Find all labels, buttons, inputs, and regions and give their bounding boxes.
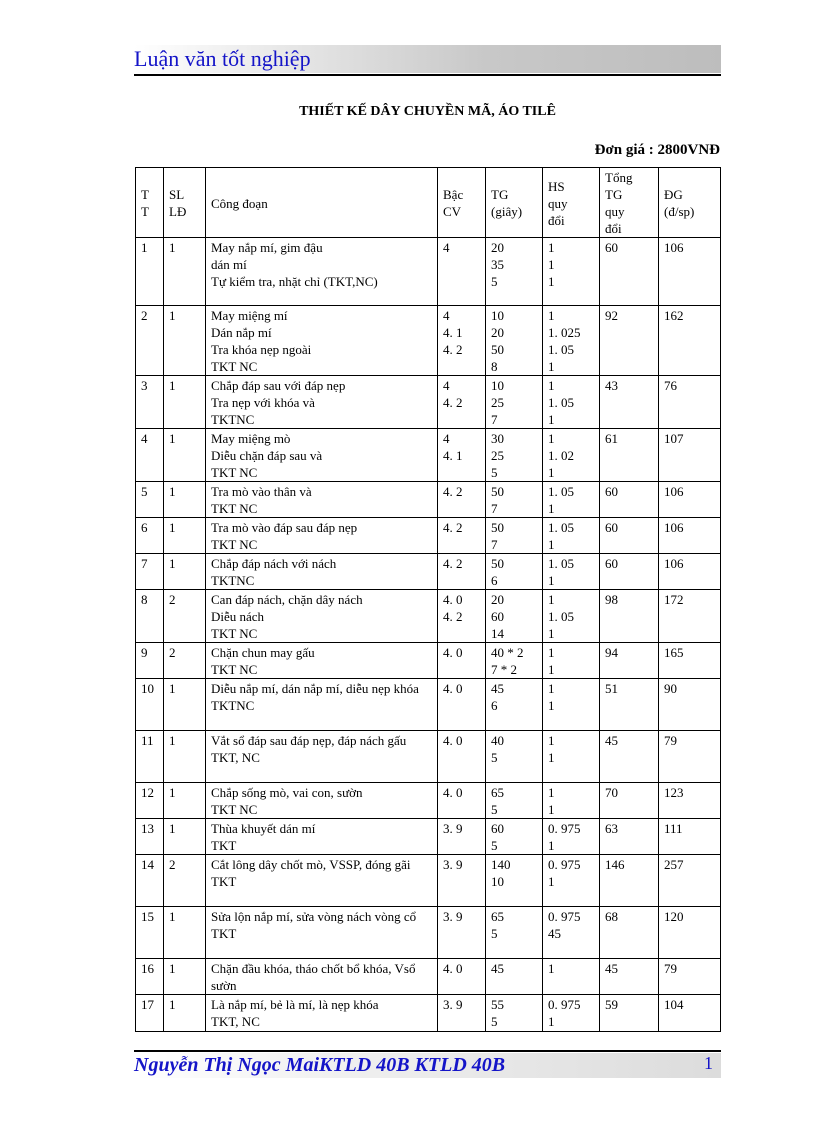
cell-coef: 1 1. 025 1. 05 1: [543, 306, 600, 376]
cell-coef: 0. 975 1: [543, 995, 600, 1032]
col-header-time: TG (giây): [486, 168, 543, 238]
cell-tt: 9: [136, 643, 164, 679]
cell-coef: 1 1. 02 1: [543, 429, 600, 482]
cell-time: 30 25 5: [486, 429, 543, 482]
cell-tt: 16: [136, 959, 164, 995]
cell-price: 120: [659, 907, 721, 959]
cell-grade: 4. 0: [438, 783, 486, 819]
cell-grade: 4: [438, 238, 486, 306]
cell-tt: 14: [136, 855, 164, 907]
cell-time: 50 6: [486, 554, 543, 590]
cell-coef: 0. 975 1: [543, 855, 600, 907]
table-header-row: [136, 168, 721, 238]
cell-time: 65 5: [486, 783, 543, 819]
cell-sl: 1: [164, 306, 206, 376]
cell-price: 79: [659, 731, 721, 783]
cell-task: Sửa lộn nắp mí, sửa vòng nách vòng cổ TKT: [206, 907, 438, 959]
cell-tt: 8: [136, 590, 164, 643]
cell-task: Chặn chun may gấu TKT NC: [206, 643, 438, 679]
cell-time: 50 7: [486, 482, 543, 518]
col-header-task: Công đoạn: [206, 168, 438, 238]
cell-time: 65 5: [486, 907, 543, 959]
cell-time: 40 5: [486, 731, 543, 783]
table-row: [136, 643, 721, 679]
cell-price: 123: [659, 783, 721, 819]
table-row: [136, 679, 721, 731]
cell-sl: 1: [164, 482, 206, 518]
cell-total: 60: [600, 238, 659, 306]
cell-grade: 3. 9: [438, 819, 486, 855]
footer-divider: [134, 1050, 721, 1052]
cell-sl: 1: [164, 907, 206, 959]
cell-task: Diễu nắp mí, dán nắp mí, diễu nẹp khóa TKTNC: [206, 679, 438, 731]
cell-task: Tra mò vào thân và TKT NC: [206, 482, 438, 518]
cell-task: Là nắp mí, bẻ là mí, là nẹp khóa TKT, NC: [206, 995, 438, 1032]
cell-time: 50 7: [486, 518, 543, 554]
col-header-price: ĐG (đ/sp): [659, 168, 721, 238]
cell-tt: 13: [136, 819, 164, 855]
footer-author: Nguyễn Thị Ngọc MaiKTLD 40B KTLD 40B: [134, 1054, 506, 1076]
cell-time: 45: [486, 959, 543, 995]
cell-grade: 4. 2: [438, 518, 486, 554]
cell-task: May miệng mí Dán nắp mí Tra khóa nẹp ngoài TKT NC: [206, 306, 438, 376]
cell-sl: 2: [164, 643, 206, 679]
cell-time: 140 10: [486, 855, 543, 907]
cell-coef: 1 1. 05 1: [543, 376, 600, 429]
table-row: [136, 819, 721, 855]
cell-task: Chắp đáp sau với đáp nẹp Tra nẹp với khóa và TKTNC: [206, 376, 438, 429]
cell-coef: 1. 05 1: [543, 554, 600, 590]
cell-total: 45: [600, 959, 659, 995]
cell-coef: 1 1: [543, 643, 600, 679]
table-body: [136, 238, 721, 1032]
cell-tt: 1: [136, 238, 164, 306]
col-header-grade: Bậc CV: [438, 168, 486, 238]
cell-coef: 1: [543, 959, 600, 995]
cell-price: 257: [659, 855, 721, 907]
cell-grade: 4 4. 1 4. 2: [438, 306, 486, 376]
cell-grade: 4. 2: [438, 554, 486, 590]
cell-grade: 4. 0 4. 2: [438, 590, 486, 643]
cell-coef: 0. 975 45: [543, 907, 600, 959]
cell-price: 106: [659, 518, 721, 554]
table-row: [136, 429, 721, 482]
table-row: [136, 590, 721, 643]
cell-grade: 3. 9: [438, 995, 486, 1032]
cell-price: 106: [659, 482, 721, 518]
cell-sl: 1: [164, 783, 206, 819]
cell-task: May nắp mí, gim đậu dán mí Tự kiểm tra, nhặt chỉ (TKT,NC): [206, 238, 438, 306]
cell-sl: 1: [164, 376, 206, 429]
cell-total: 94: [600, 643, 659, 679]
cell-task: Chắp đáp nách với nách TKTNC: [206, 554, 438, 590]
cell-time: 40 * 2 7 * 2: [486, 643, 543, 679]
cell-total: 59: [600, 995, 659, 1032]
cell-sl: 1: [164, 429, 206, 482]
cell-sl: 1: [164, 554, 206, 590]
header-divider: [134, 74, 721, 76]
cell-task: Chắp sống mò, vai con, sườn TKT NC: [206, 783, 438, 819]
cell-price: 111: [659, 819, 721, 855]
cell-grade: 4 4. 2: [438, 376, 486, 429]
cell-time: 10 20 50 8: [486, 306, 543, 376]
cell-total: 60: [600, 518, 659, 554]
page-number: 1: [704, 1053, 713, 1073]
cell-total: 92: [600, 306, 659, 376]
table-row: [136, 518, 721, 554]
cell-sl: 2: [164, 590, 206, 643]
cell-sl: 1: [164, 679, 206, 731]
cell-price: 76: [659, 376, 721, 429]
cell-price: 104: [659, 995, 721, 1032]
cell-grade: 4 4. 1: [438, 429, 486, 482]
col-header-coef: HS quy đổi: [543, 168, 600, 238]
cell-time: 20 35 5: [486, 238, 543, 306]
cell-task: Vắt sổ đáp sau đáp nẹp, đáp nách gấu TKT, NC: [206, 731, 438, 783]
table-row: [136, 995, 721, 1032]
header-title: Luận văn tốt nghiệp: [134, 46, 311, 71]
cell-total: 45: [600, 731, 659, 783]
cell-tt: 17: [136, 995, 164, 1032]
cell-grade: 3. 9: [438, 907, 486, 959]
cell-coef: 1 1. 05 1: [543, 590, 600, 643]
cell-time: 20 60 14: [486, 590, 543, 643]
cell-coef: 1 1: [543, 731, 600, 783]
cell-grade: 4. 2: [438, 482, 486, 518]
cell-total: 63: [600, 819, 659, 855]
unit-price: Đơn giá : 2800VNĐ: [594, 142, 720, 158]
cell-task: May miệng mò Diễu chặn đáp sau và TKT NC: [206, 429, 438, 482]
table-row: [136, 554, 721, 590]
cell-total: 60: [600, 554, 659, 590]
cell-coef: 0. 975 1: [543, 819, 600, 855]
cell-total: 68: [600, 907, 659, 959]
cell-tt: 11: [136, 731, 164, 783]
cell-time: 55 5: [486, 995, 543, 1032]
cell-task: Thùa khuyết dán mí TKT: [206, 819, 438, 855]
col-header-sl: SL LĐ: [164, 168, 206, 238]
col-header-tt: T T: [136, 168, 164, 238]
cell-grade: 4. 0: [438, 731, 486, 783]
cell-price: 162: [659, 306, 721, 376]
cell-total: 51: [600, 679, 659, 731]
cell-price: 79: [659, 959, 721, 995]
table-row: [136, 238, 721, 306]
table-row: [136, 482, 721, 518]
cell-sl: 1: [164, 819, 206, 855]
cell-price: 107: [659, 429, 721, 482]
cell-coef: 1. 05 1: [543, 482, 600, 518]
cell-tt: 3: [136, 376, 164, 429]
table-row: [136, 855, 721, 907]
cell-sl: 1: [164, 238, 206, 306]
document-title: THIẾT KẾ DÂY CHUYỀN MÃ, ÁO TILÊ: [299, 104, 556, 119]
cell-sl: 1: [164, 995, 206, 1032]
cell-sl: 1: [164, 731, 206, 783]
cell-grade: 4. 0: [438, 643, 486, 679]
table-row: [136, 783, 721, 819]
cell-coef: 1. 05 1: [543, 518, 600, 554]
cell-task: Tra mò vào đáp sau đáp nẹp TKT NC: [206, 518, 438, 554]
cell-total: 98: [600, 590, 659, 643]
cell-price: 165: [659, 643, 721, 679]
cell-tt: 12: [136, 783, 164, 819]
table-row: [136, 907, 721, 959]
cell-tt: 15: [136, 907, 164, 959]
cell-grade: 3. 9: [438, 855, 486, 907]
operations-table: [135, 167, 721, 1032]
cell-tt: 6: [136, 518, 164, 554]
page-footer: [134, 1053, 721, 1078]
cell-total: 60: [600, 482, 659, 518]
cell-total: 43: [600, 376, 659, 429]
table-row: [136, 731, 721, 783]
cell-tt: 4: [136, 429, 164, 482]
cell-sl: 1: [164, 959, 206, 995]
table-row: [136, 306, 721, 376]
cell-total: 61: [600, 429, 659, 482]
cell-price: 90: [659, 679, 721, 731]
cell-grade: 4. 0: [438, 959, 486, 995]
cell-total: 70: [600, 783, 659, 819]
col-header-total: Tổng TG quy đổi: [600, 168, 659, 238]
cell-price: 172: [659, 590, 721, 643]
cell-task: Can đáp nách, chặn dây nách Diễu nách TKT NC: [206, 590, 438, 643]
cell-tt: 5: [136, 482, 164, 518]
cell-grade: 4. 0: [438, 679, 486, 731]
cell-total: 146: [600, 855, 659, 907]
page-header: [134, 45, 721, 73]
cell-coef: 1 1: [543, 783, 600, 819]
cell-tt: 2: [136, 306, 164, 376]
cell-sl: 2: [164, 855, 206, 907]
cell-task: Chặn đầu khóa, tháo chốt bổ khóa, Vsổ sườn: [206, 959, 438, 995]
cell-time: 45 6: [486, 679, 543, 731]
cell-coef: 1 1 1: [543, 238, 600, 306]
cell-price: 106: [659, 238, 721, 306]
cell-tt: 10: [136, 679, 164, 731]
table-row: [136, 959, 721, 995]
cell-sl: 1: [164, 518, 206, 554]
cell-price: 106: [659, 554, 721, 590]
cell-time: 60 5: [486, 819, 543, 855]
cell-task: Cắt lông dây chốt mò, VSSP, đóng gãi TKT: [206, 855, 438, 907]
cell-coef: 1 1: [543, 679, 600, 731]
cell-tt: 7: [136, 554, 164, 590]
cell-time: 10 25 7: [486, 376, 543, 429]
table-row: [136, 376, 721, 429]
